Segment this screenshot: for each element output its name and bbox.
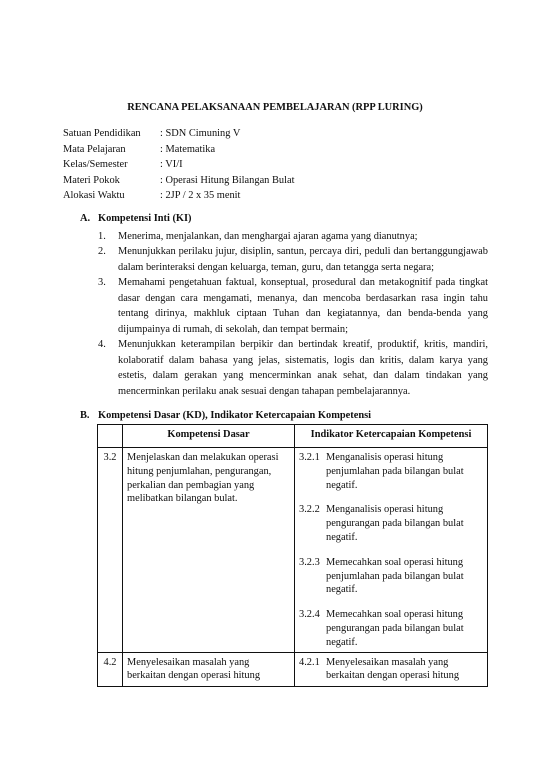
- section-heading: [80, 408, 488, 424]
- section-letter: B.: [80, 410, 90, 421]
- indicator-text: Memecahkan soal operasi hitung penjumlahan pada bilangan bulat negatif.: [326, 556, 464, 596]
- identity-label: Materi Pokok: [63, 174, 120, 186]
- indicator-text: Menganalisis operasi hitung pengurangan pada bilangan bulat negatif.: [326, 504, 464, 543]
- identity-row: [63, 173, 294, 189]
- list-item-number: 3.: [98, 277, 106, 288]
- list-item-number: 4.: [98, 339, 106, 350]
- indicator-number: 3.2.3: [299, 556, 320, 568]
- indicator-number: 3.2.1: [299, 452, 320, 463]
- indicator-item: [299, 451, 483, 492]
- identity-row: [63, 188, 294, 204]
- identity-label: Mata Pelajaran: [63, 143, 126, 155]
- list-item: [98, 244, 488, 275]
- ki-list: [98, 229, 488, 400]
- table-header-row: [98, 425, 488, 448]
- indicator-item: [299, 556, 483, 597]
- identity-row: [63, 157, 294, 173]
- list-item: [98, 337, 488, 399]
- identity-value: : 2JP / 2 x 35 menit: [160, 190, 241, 201]
- identity-value: : Operasi Hitung Bilangan Bulat: [160, 174, 295, 186]
- indicator-number: 3.2.2: [299, 504, 320, 516]
- indicator-number: 4.2.1: [299, 656, 320, 668]
- table-row: [98, 448, 488, 653]
- section-heading-text: Kompetensi Inti (KI): [98, 213, 192, 224]
- identity-label: Satuan Pendidikan: [63, 128, 141, 139]
- indicator-item: [299, 656, 483, 684]
- section-heading-text: Kompetensi Dasar (KD), Indikator Ketercapaian Kompetensi: [98, 410, 372, 421]
- kd-text: Menjelaskan dan melakukan operasi hitung penjumlahan, pengurangan, perkalian dan pembagian yang melibatkan bilangan bulat.: [123, 448, 295, 653]
- indicator-item: [299, 503, 483, 544]
- section-heading: [80, 211, 488, 227]
- identity-value: : SDN Cimuning V: [160, 128, 241, 139]
- table-header-number: [98, 425, 123, 448]
- identity-row: [63, 126, 294, 142]
- list-item: [98, 275, 488, 337]
- kd-number: 3.2: [98, 448, 123, 653]
- indicator-cell: [295, 448, 488, 653]
- identity-value: : VI/I: [160, 159, 183, 170]
- document-title: RENCANA PELAKSANAAN PEMBELAJARAN (RPP LURING): [127, 102, 423, 113]
- indicator-text: Menganalisis operasi hitung penjumlahan pada bilangan bulat negatif.: [326, 452, 464, 491]
- list-item-text: Menerima, menjalankan, dan menghargai ajaran agama yang dianutnya;: [118, 230, 418, 242]
- indicator-text: Menyelesaikan masalah yang berkaitan dengan operasi hitung: [326, 656, 460, 682]
- list-item-number: 1.: [98, 230, 106, 242]
- kd-table: [97, 424, 488, 687]
- indicator-item: [299, 608, 483, 649]
- table-header-kd: Kompetensi Dasar: [123, 425, 295, 448]
- list-item-text: Menunjukkan keterampilan berpikir dan bertindak kreatif, produktif, kritis, mandiri, kolaboratif dalam bahasa yang jelas, sistematis, logis dan kritis, dalam karya yang estetis, dalam gerakan yang mencerminkan anak sehat, dan dalam tindakan yang mencerminkan perilaku anak sesuai dengan tahapan pembelajarannya.: [118, 339, 488, 397]
- kd-number: 4.2: [98, 652, 123, 687]
- table-header-ikk: Indikator Ketercapaian Kompetensi: [295, 425, 488, 448]
- identity-row: [63, 142, 294, 158]
- indicator-cell: [295, 652, 488, 687]
- identity-label: Kelas/Semester: [63, 159, 128, 170]
- section-kompetensi-dasar: [80, 408, 488, 424]
- section-letter: A.: [80, 213, 91, 224]
- identity-block: [63, 126, 294, 204]
- table-row: [98, 652, 488, 687]
- list-item-text: Memahami pengetahuan faktual, konseptual, prosedural dan metakognitif pada tingkat dasar dengan cara mengamati, menanya, dan mencoba berdasarkan rasa ingin tahu tentang dirinya, makhluk ciptaan Tuhan dan kegiatannya, dan benda-benda yang dijumpainya di rumah, di sekolah, dan tempat bermain;: [118, 277, 488, 335]
- list-item: [98, 229, 488, 245]
- identity-value: : Matematika: [160, 143, 216, 155]
- list-item-number: 2.: [98, 246, 106, 257]
- identity-label: Alokasi Waktu: [63, 190, 125, 201]
- indicator-number: 3.2.4: [299, 609, 320, 621]
- list-item-text: Menunjukkan perilaku jujur, disiplin, santun, percaya diri, peduli dan bertanggungjawab dalam berinteraksi dengan keluarga, teman, guru, dan tetangga serta negara;: [118, 246, 488, 273]
- indicator-text: Memecahkan soal operasi hitung pengurangan pada bilangan bulat negatif.: [326, 609, 464, 648]
- kd-text: Menyelesaikan masalah yang berkaitan dengan operasi hitung: [123, 652, 295, 687]
- section-kompetensi-inti: [80, 211, 488, 399]
